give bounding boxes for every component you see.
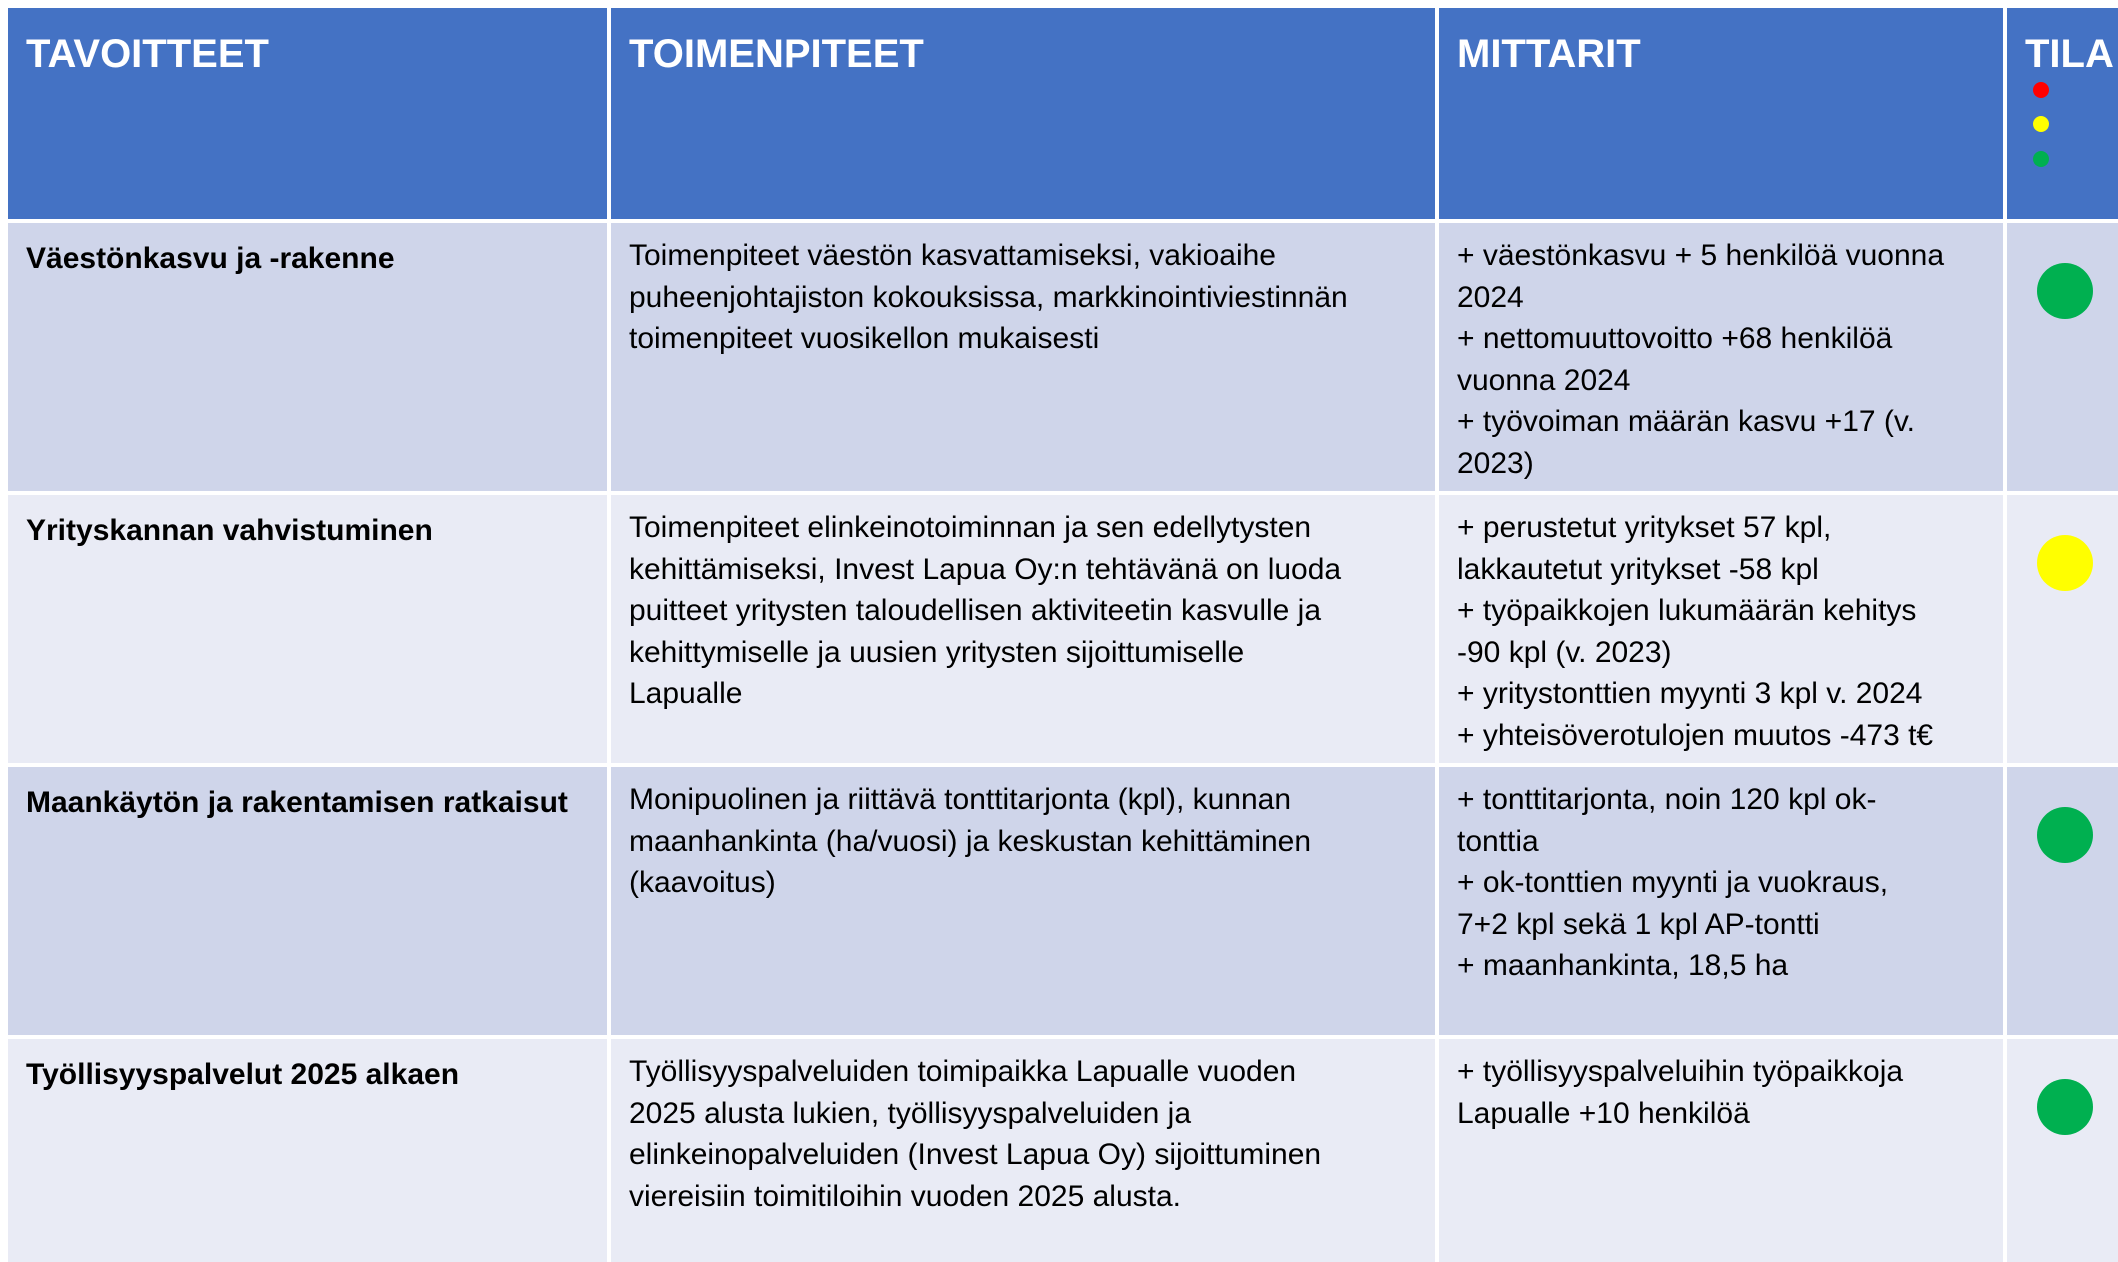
- metrics-line: -90 kpl (v. 2023): [1457, 635, 1672, 669]
- header-tila: TILA: [2025, 32, 2114, 76]
- metrics-line: tonttia: [1457, 824, 1539, 858]
- actions-line: puitteet yritysten taloudellisen aktiviteetin kasvulle ja: [629, 594, 1322, 627]
- metrics-cell-1: [1439, 223, 2003, 491]
- actions-cell-4: [611, 1039, 1435, 1262]
- metrics-line: 7+2 kpl sekä 1 kpl AP-tontti: [1457, 907, 1820, 941]
- header-mittarit: MITTARIT: [1439, 8, 2003, 219]
- metrics-line: + työvoiman määrän kasvu +17 (v.: [1457, 405, 1915, 438]
- metrics-line: + väestönkasvu + 5 henkilöä vuonna: [1457, 239, 1945, 272]
- actions-line: toimenpiteet vuosikellon mukaisesti: [629, 322, 1100, 355]
- status-dot-yellow: [2037, 535, 2093, 591]
- goal-cell-3: Maankäytön ja rakentamisen ratkaisut: [8, 767, 607, 1035]
- actions-line: Toimenpiteet väestön kasvattamiseksi, vakioaihe: [629, 239, 1276, 272]
- metrics-line: vuonna 2024: [1457, 363, 1631, 397]
- actions-line: Lapualle: [629, 677, 743, 710]
- metrics-cell-3: [1439, 767, 2003, 1035]
- status-cell-1: [2007, 223, 2118, 491]
- goal-cell-1: Väestönkasvu ja -rakenne: [8, 223, 607, 491]
- header-tila-cell: [2007, 8, 2118, 219]
- legend-red-dot: [2033, 82, 2049, 98]
- header-tavoitteet: TAVOITTEET: [8, 8, 607, 219]
- metrics-line: + työllisyyspalveluihin työpaikkoja: [1457, 1055, 1904, 1088]
- metrics-cell-2: [1439, 495, 2003, 763]
- actions-cell-3: [611, 767, 1435, 1035]
- metrics-line: + tonttitarjonta, noin 120 kpl ok-: [1457, 783, 1877, 816]
- status-dot-green: [2037, 263, 2093, 319]
- actions-line: elinkeinopalveluiden (Invest Lapua Oy) sijoittuminen: [629, 1138, 1322, 1171]
- metrics-line: + yhteisöverotulojen muutos -473 t€: [1457, 718, 1934, 752]
- actions-line: Toimenpiteet elinkeinotoiminnan ja sen edellytysten: [629, 511, 1312, 544]
- actions-cell-1: [611, 223, 1435, 491]
- metrics-line: + nettomuuttovoitto +68 henkilöä: [1457, 322, 1893, 355]
- header-toimenpiteet: TOIMENPITEET: [611, 8, 1435, 219]
- status-cell-2: [2007, 495, 2118, 763]
- metrics-line: 2024: [1457, 280, 1524, 314]
- actions-line: (kaavoitus): [629, 866, 776, 899]
- metrics-line: + ok-tonttien myynti ja vuokraus,: [1457, 866, 1889, 899]
- metrics-line: + maanhankinta, 18,5 ha: [1457, 949, 1789, 982]
- legend-yellow-dot: [2033, 116, 2049, 132]
- metrics-line: + yritystonttien myynti 3 kpl v. 2024: [1457, 677, 1923, 710]
- metrics-line: + työpaikkojen lukumäärän kehitys: [1457, 594, 1917, 627]
- actions-line: 2025 alusta lukien, työllisyyspalveluiden ja: [629, 1096, 1192, 1130]
- goal-cell-4: Työllisyyspalvelut 2025 alkaen: [8, 1039, 607, 1262]
- status-cell-4: [2007, 1039, 2118, 1262]
- actions-line: Työllisyyspalveluiden toimipaikka Lapualle vuoden: [629, 1055, 1297, 1088]
- metrics-line: 2023): [1457, 446, 1534, 480]
- goals-table: [8, 8, 2118, 1246]
- actions-line: puheenjohtajiston kokouksissa, markkinointiviestinnän: [629, 280, 1348, 314]
- metrics-line: + perustetut yritykset 57 kpl,: [1457, 511, 1832, 544]
- actions-line: Monipuolinen ja riittävä tonttitarjonta (kpl), kunnan: [629, 783, 1292, 816]
- actions-cell-2: [611, 495, 1435, 763]
- goal-cell-2: Yrityskannan vahvistuminen: [8, 495, 607, 763]
- metrics-cell-4: [1439, 1039, 2003, 1262]
- actions-line: maanhankinta (ha/vuosi) ja keskustan kehittäminen: [629, 824, 1312, 858]
- metrics-line: Lapualle +10 henkilöä: [1457, 1096, 1750, 1130]
- actions-line: viereisiin toimitiloihin vuoden 2025 alusta.: [629, 1179, 1181, 1213]
- actions-line: kehittämiseksi, Invest Lapua Oy:n tehtävänä on luoda: [629, 552, 1342, 586]
- status-dot-green: [2037, 807, 2093, 863]
- metrics-line: lakkautetut yritykset -58 kpl: [1457, 552, 1819, 586]
- legend-green-dot: [2033, 151, 2049, 167]
- status-dot-green: [2037, 1079, 2093, 1135]
- status-cell-3: [2007, 767, 2118, 1035]
- actions-line: kehittymiselle ja uusien yritysten sijoittumiselle: [629, 635, 1245, 669]
